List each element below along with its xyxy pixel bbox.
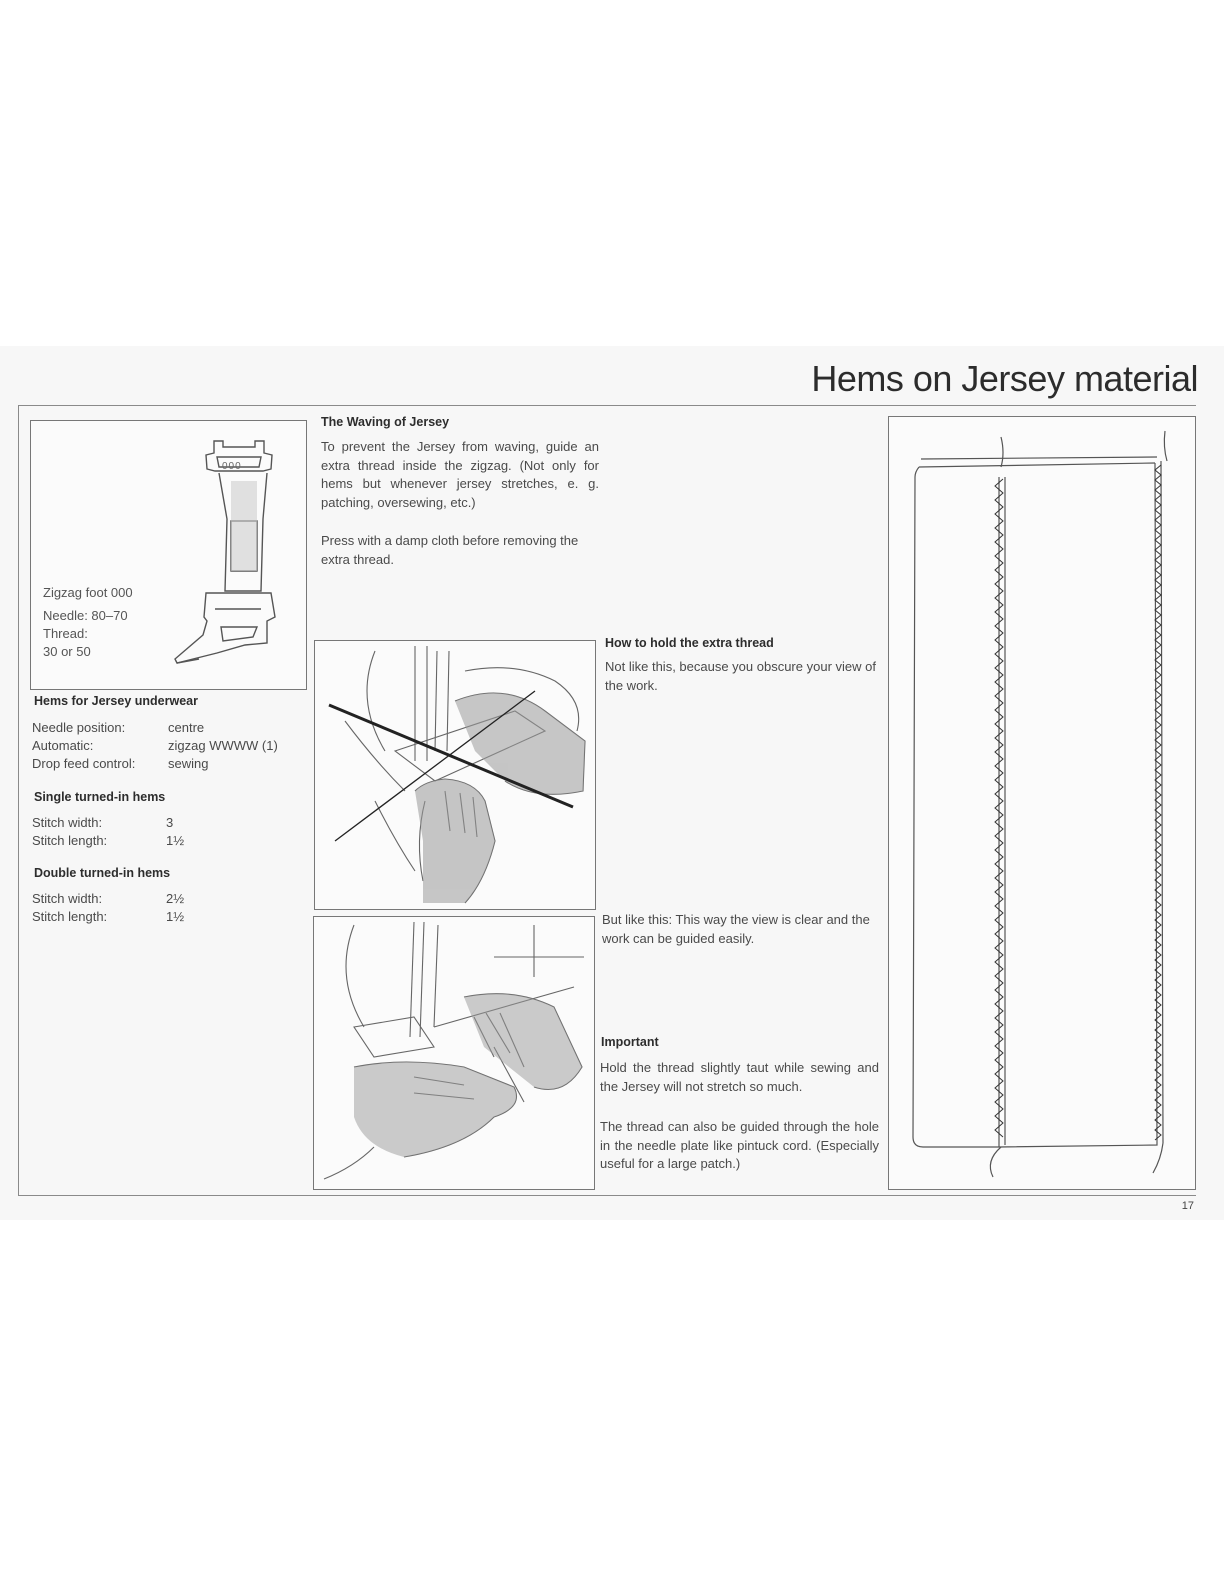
correct-way-figure [313, 916, 595, 1190]
hold-thread-heading: How to hold the extra thread [605, 636, 774, 650]
bottom-rule [18, 1195, 1196, 1196]
important-paragraph: Hold the thread slightly taut while sewing and the Jersey will not stretch so much. [600, 1060, 879, 1094]
single-hems-settings [32, 814, 184, 850]
top-rule [18, 405, 1196, 406]
hem-stitch-illustration [889, 417, 1195, 1189]
thread-label: Thread: [43, 626, 88, 641]
setting-label: Stitch width: [32, 891, 103, 906]
setting-row [32, 737, 278, 755]
foot-specs [43, 584, 133, 661]
setting-label: Stitch width: [32, 815, 103, 830]
setting-value: 1½ [166, 909, 185, 924]
setting-row [32, 814, 184, 832]
underwear-settings [32, 719, 278, 773]
wrong-hand-position-illustration [315, 641, 595, 909]
setting-value: 1½ [166, 833, 185, 848]
setting-value: sewing [168, 756, 209, 771]
setting-label: Needle position: [32, 720, 126, 735]
pintuck-paragraph: The thread can also be guided through the hole in the needle plate like pintuck cord. (Especially useful for a large patch.) [600, 1119, 879, 1171]
sole-marking: 000 [222, 461, 242, 472]
foot-name: Zigzag foot 000 [43, 585, 133, 600]
setting-row [32, 719, 278, 737]
underwear-heading: Hems for Jersey underwear [34, 694, 198, 708]
setting-row [32, 755, 278, 773]
setting-value: zigzag WWWW (1) [168, 738, 278, 753]
needle-spec: Needle: 80–70 [43, 608, 128, 623]
double-hems-settings [32, 890, 184, 926]
double-hems-heading: Double turned-in hems [34, 866, 171, 880]
setting-value: centre [168, 720, 205, 735]
press-paragraph: Press with a damp cloth before removing the extra thread. [321, 533, 579, 567]
single-hems-heading: Single turned-in hems [34, 790, 166, 804]
wrong-way-figure [314, 640, 596, 910]
setting-label: Drop feed control: [32, 756, 136, 771]
left-rule [18, 405, 19, 1195]
setting-label: Stitch length: [32, 909, 108, 924]
setting-label: Automatic: [32, 738, 94, 753]
waving-paragraph: To prevent the Jersey from waving, guide an extra thread inside the zigzag. (Not only for hems but whenever jersey stretches, e. g. patching, oversewing, etc.) [321, 439, 599, 510]
presser-foot-figure [30, 420, 307, 690]
setting-value: 3 [166, 815, 174, 830]
page-number: 17 [1181, 1200, 1194, 1212]
setting-row [32, 890, 184, 908]
not-like-this-text: Not like this, because you obscure your view of the work. [605, 659, 876, 693]
thread-value: 30 or 50 [43, 644, 91, 659]
but-like-this-text: But like this: This way the view is clear and the work can be guided easily. [602, 912, 870, 946]
setting-row [32, 832, 184, 850]
page-title: Hems on Jersey material [811, 358, 1198, 399]
important-heading: Important [601, 1035, 659, 1049]
hem-stitch-figure [888, 416, 1196, 1190]
setting-label: Stitch length: [32, 833, 108, 848]
correct-hand-position-illustration [314, 917, 594, 1189]
waving-heading: The Waving of Jersey [321, 415, 450, 429]
setting-row [32, 908, 184, 926]
setting-value: 2½ [166, 891, 185, 906]
